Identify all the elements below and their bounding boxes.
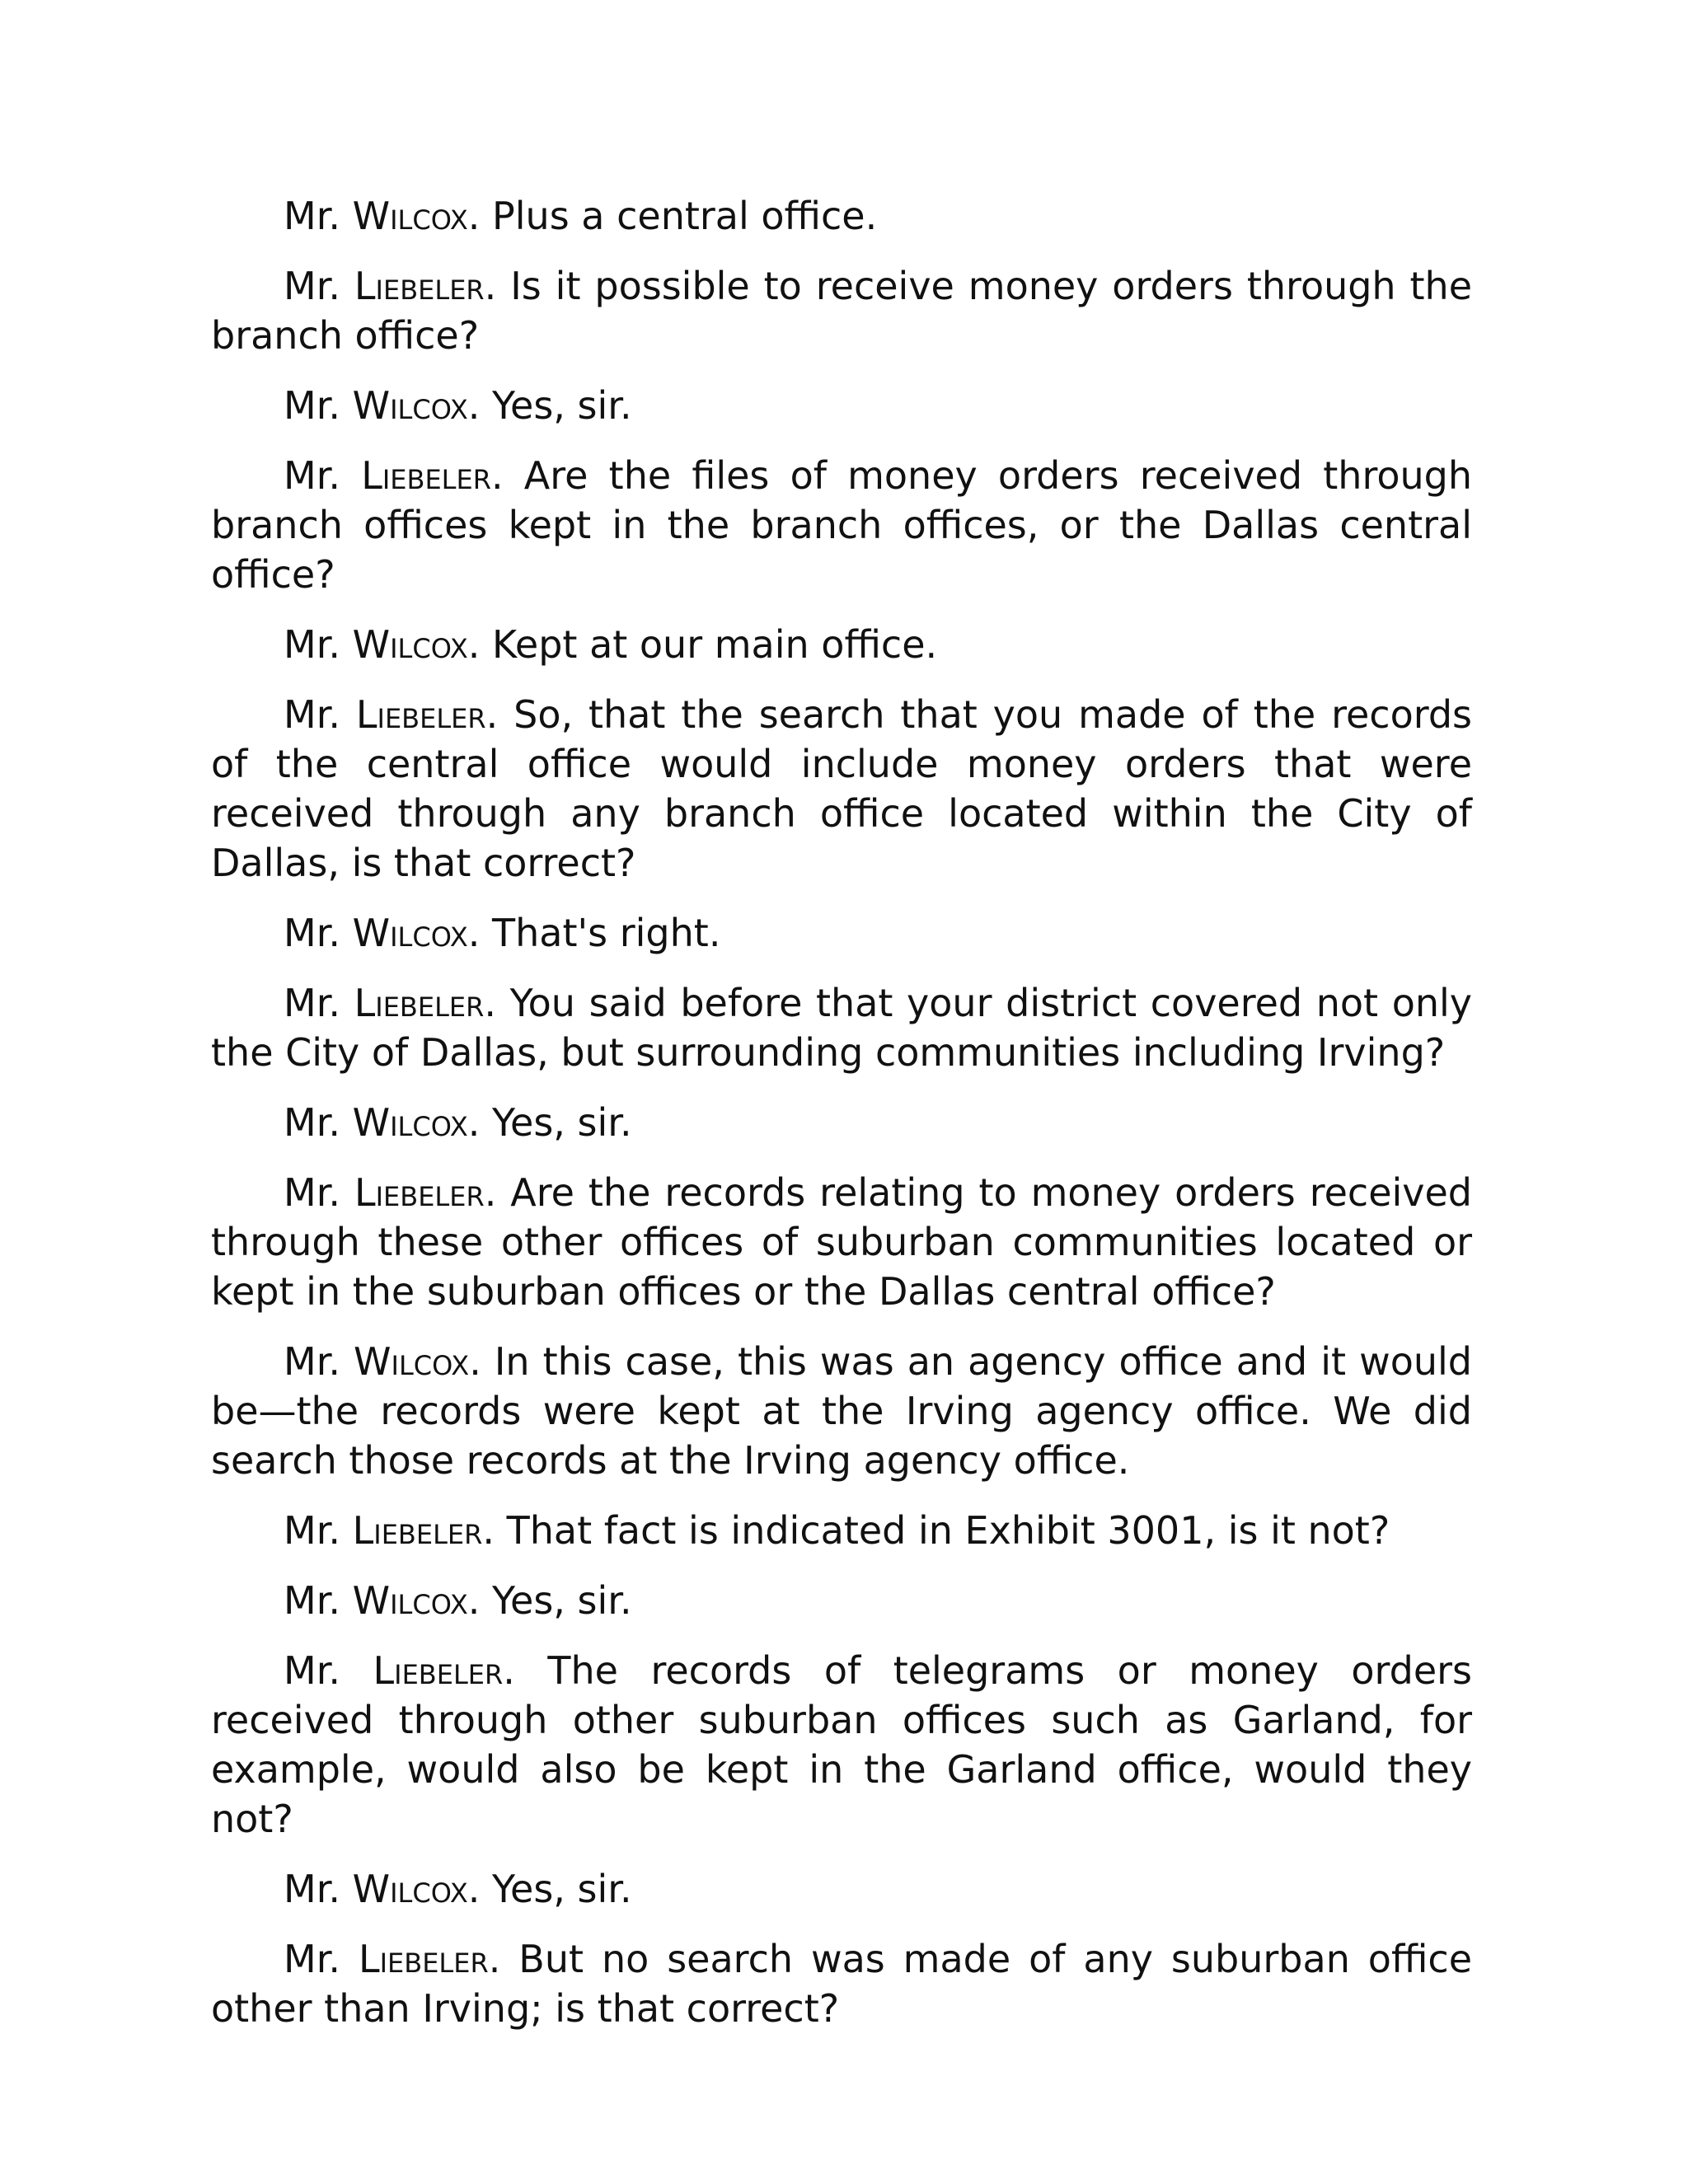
statement-text: Kept at our main office. xyxy=(492,622,938,667)
statement-text: Yes, sir. xyxy=(492,1867,632,1911)
speaker-name: Liebeler xyxy=(373,1648,504,1693)
speaker-name: Liebeler xyxy=(352,1508,483,1553)
speaker-name: Liebeler xyxy=(358,1937,489,1981)
transcript-paragraph: Mr. Wilcox. Yes, sir. xyxy=(284,1578,632,1623)
transcript-paragraph: Mr. Liebeler. So, that the search that you made of the records of the central office would include money orders that were received through any branch office located within the City of Dallas, is that correct? xyxy=(211,692,1472,885)
speaker-name: Wilcox xyxy=(354,1339,470,1384)
speaker-name: Liebeler xyxy=(361,453,491,498)
speaker-name: Wilcox xyxy=(352,1867,468,1911)
speaker-honorific: Mr. xyxy=(284,194,340,238)
transcript-paragraph: Mr. Liebeler. Are the records relating to money orders received through these other offices of suburban communities located or kept in the suburban offices or the Dallas central office? xyxy=(211,1170,1473,1314)
speaker-name: Liebeler xyxy=(355,692,486,737)
statement-text: That's right. xyxy=(492,911,721,955)
transcript-paragraph: Mr. Wilcox. Plus a central office. xyxy=(284,194,878,238)
transcript-paragraph: Mr. Liebeler. That fact is indicated in Exhibit 3001, is it not? xyxy=(284,1508,1390,1553)
speaker-name: Wilcox xyxy=(352,383,468,428)
statement-text: Are the records relating to money orders received through these other offices of suburban communities located or kept in the suburban offices or the Dallas central office? xyxy=(211,1170,1473,1314)
speaker-honorific: Mr. xyxy=(284,981,340,1025)
speaker-name: Wilcox xyxy=(352,622,468,667)
speaker-honorific: Mr. xyxy=(284,453,340,498)
speaker-honorific: Mr. xyxy=(284,264,340,308)
transcript-paragraph: Mr. Wilcox. In this case, this was an agency office and it would be—the records were kept at the Irving agency office. We did search those records at the Irving agency office. xyxy=(211,1339,1473,1483)
speaker-honorific: Mr. xyxy=(284,692,340,737)
statement-text: You said before that your district covered not only the City of Dallas, but surrounding communities including Irving? xyxy=(211,981,1473,1075)
transcript-paragraph: Mr. Wilcox. Yes, sir. xyxy=(284,1867,632,1911)
speaker-name: Wilcox xyxy=(352,1100,468,1145)
transcript-paragraph: Mr. Wilcox. That's right. xyxy=(284,911,721,955)
transcript-paragraph: Mr. Wilcox. Kept at our main office. xyxy=(284,622,938,667)
statement-text: Yes, sir. xyxy=(492,1100,632,1145)
speaker-name: Wilcox xyxy=(352,911,468,955)
speaker-honorific: Mr. xyxy=(284,1339,340,1384)
statement-text: That fact is indicated in Exhibit 3001, is it not? xyxy=(506,1508,1390,1553)
statement-text: Plus a central office. xyxy=(492,194,878,238)
speaker-honorific: Mr. xyxy=(284,1937,340,1981)
statement-text: In this case, this was an agency office and it would be—the records were kept at the Irving agency office. We did search those records at the Irving agency office. xyxy=(211,1339,1473,1483)
statement-text: Are the files of money orders received through branch offices kept in the branch offices, or the Dallas central office? xyxy=(211,453,1472,597)
speaker-honorific: Mr. xyxy=(284,1170,340,1215)
speaker-name: Liebeler xyxy=(354,981,485,1025)
statement-text: Yes, sir. xyxy=(492,383,632,428)
speaker-name: Wilcox xyxy=(352,194,468,238)
speaker-name: Liebeler xyxy=(354,1170,485,1215)
statement-text: But no search was made of any suburban office other than Irving; is that correct? xyxy=(211,1937,1473,2031)
statement-text: So, that the search that you made of the records of the central office would include money orders that were received through any branch office located within the City of Dallas, is that correct? xyxy=(211,692,1472,885)
transcript-page xyxy=(211,191,1472,2054)
speaker-honorific: Mr. xyxy=(284,1508,340,1553)
speaker-honorific: Mr. xyxy=(284,1867,340,1911)
speaker-name: Liebeler xyxy=(354,264,485,308)
transcript-paragraph: Mr. Wilcox. Yes, sir. xyxy=(284,383,632,428)
speaker-honorific: Mr. xyxy=(284,1648,340,1693)
transcript-paragraph: Mr. Liebeler. Are the files of money orders received through branch offices kept in the branch offices, or the Dallas central office? xyxy=(211,453,1472,597)
speaker-honorific: Mr. xyxy=(284,383,340,428)
statement-text: The records of telegrams or money orders received through other suburban offices such as Garland, for example, would also be kept in the Garland office, would they not? xyxy=(211,1648,1472,1841)
speaker-honorific: Mr. xyxy=(284,1578,340,1623)
transcript-paragraph: Mr. Liebeler. You said before that your district covered not only the City of Dallas, but surrounding communities including Irving? xyxy=(211,981,1473,1075)
speaker-honorific: Mr. xyxy=(284,622,340,667)
transcript-paragraph: Mr. Liebeler. But no search was made of any suburban office other than Irving; is that correct? xyxy=(211,1937,1473,2031)
transcript-paragraph: Mr. Wilcox. Yes, sir. xyxy=(284,1100,632,1145)
transcript-paragraph: Mr. Liebeler. Is it possible to receive money orders through the branch office? xyxy=(211,264,1472,358)
speaker-honorific: Mr. xyxy=(284,911,340,955)
statement-text: Is it possible to receive money orders through the branch office? xyxy=(211,264,1472,358)
speaker-name: Wilcox xyxy=(352,1578,468,1623)
speaker-honorific: Mr. xyxy=(284,1100,340,1145)
transcript-paragraph: Mr. Liebeler. The records of telegrams or money orders received through other suburban offices such as Garland, for example, would also be kept in the Garland office, would they not? xyxy=(211,1648,1472,1841)
statement-text: Yes, sir. xyxy=(492,1578,632,1623)
